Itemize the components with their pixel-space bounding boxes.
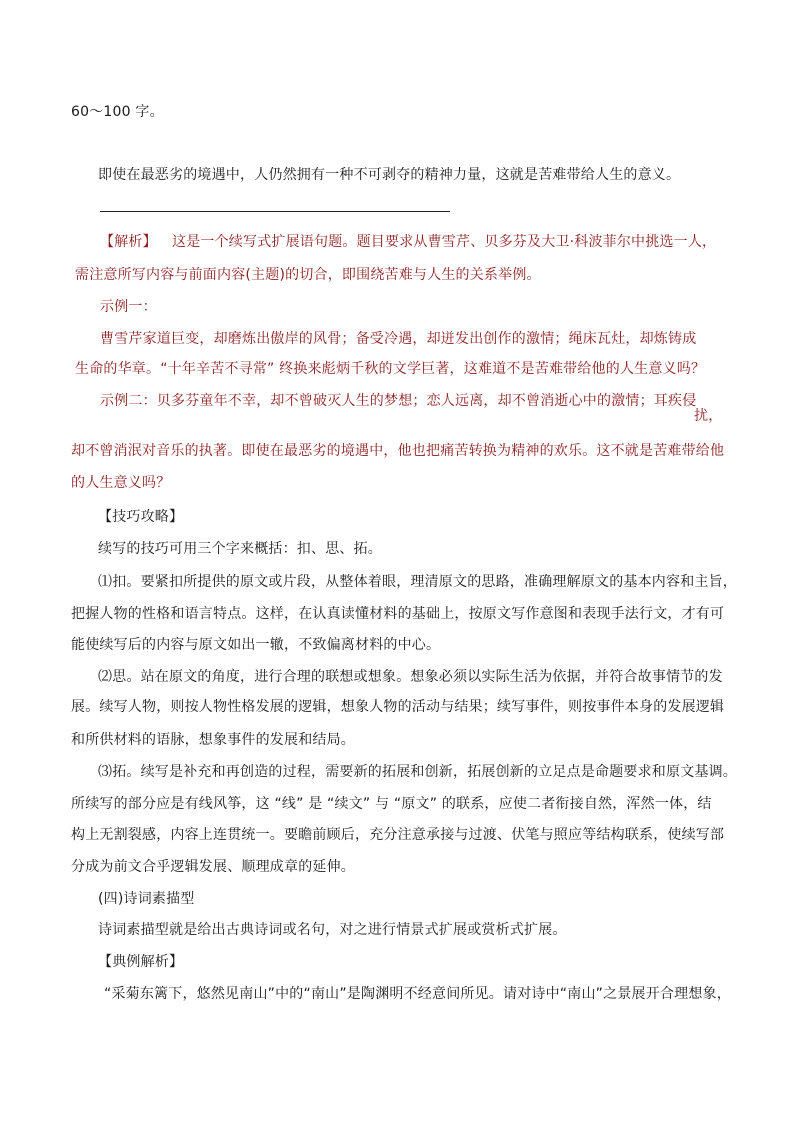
text-line: 即使在最恶劣的境遇中，人仍然拥有一种不可剥夺的精神力量，这就是苦难带给人生的意义。 bbox=[98, 167, 681, 183]
analysis-tag: 【解析】 bbox=[100, 234, 157, 250]
text-line: 展。续写人物，则按人物性格发展的逻辑，想象人物的活动与结果；续写事件，则按事件本身的发展逻辑 bbox=[71, 699, 725, 715]
text-line: 60～100 字。 bbox=[71, 104, 164, 120]
text-line: 示例二：贝多芬童年不幸，却不曾破灭人生的梦想；恋人远离，却不曾消逝心中的激情；耳疾侵 bbox=[100, 393, 697, 409]
text-line: 生命的华章。“十年辛苦不寻常” 终换来彪炳千秋的文学巨著，这难道不是苦难带给他的人生意义吗？ bbox=[75, 361, 706, 377]
text-line: 需注意所写内容与前面内容(主题)的切合，即围绕苦难与人生的关系举例。 bbox=[75, 267, 541, 283]
text-line: 的人生意义吗？ bbox=[71, 475, 171, 491]
text-line: 续写的技巧可用三个字来概括：扣、思、拓。 bbox=[98, 541, 382, 557]
section-heading: 【典例解析】 bbox=[98, 954, 184, 970]
text-line: 却不曾消泯对音乐的执著。即使在最恶劣的境遇中，他也把痛苦转换为精神的欢乐。这不就是苦难带给他 bbox=[71, 443, 725, 459]
text-line: 示例一： bbox=[100, 299, 157, 315]
section-heading: (四)诗词素描型 bbox=[98, 891, 195, 907]
text-line: 能使续写后的内容与原文如出一辙，不致偏离材料的中心。 bbox=[71, 637, 441, 653]
text-line: 扰， bbox=[694, 408, 723, 424]
answer-blank-line bbox=[100, 211, 450, 212]
text-line: 构上无割裂感，内容上连贯统一。要瞻前顾后，充分注意承接与过渡、伏笔与照应等结构联系，使续写部 bbox=[71, 827, 725, 843]
text-line: 所续写的部分应是有线风筝，这 “线” 是 “续文” 与 “原文” 的联系，应使二者衔接自然，浑然一体，结 bbox=[71, 796, 712, 812]
text-line: 把握人物的性格和语言特点。这样，在认真读懂材料的基础上，按原文写作意图和表现手法行文，才有可 bbox=[71, 606, 725, 622]
text-line: 曹雪芹家道巨变，却磨炼出傲岸的风骨；备受冷遇，却迸发出创作的激情；绳床瓦灶，却炼铸成 bbox=[100, 331, 697, 347]
text-line: 这是一个续写式扩展语句题。题目要求从曹雪芹、贝多芬及大卫·科波菲尔中挑选一人， bbox=[172, 234, 717, 250]
text-line: “采菊东篱下，悠然见南山”中的“南山”是陶渊明不经意间所见。请对诗中“南山”之景展开合理想象， bbox=[104, 986, 731, 1002]
text-line: 分成为前文合乎逻辑发展、顺理成章的延伸。 bbox=[71, 859, 355, 875]
section-heading: 【技巧攻略】 bbox=[98, 509, 184, 525]
text-line: ⑵思。站在原文的角度，进行合理的联想或想象。想象必须以实际生活为依据，并符合故事情节的发 bbox=[98, 669, 723, 685]
text-line: 和所供材料的语脉，想象事件的发展和结局。 bbox=[71, 732, 355, 748]
text-line: 诗词素描型就是给出古典诗词或名句，对之进行情景式扩展或赏析式扩展。 bbox=[98, 922, 567, 938]
text-line: ⑶拓。续写是补充和再创造的过程，需要新的拓展和创新，拓展创新的立足点是命题要求和原文基调。 bbox=[98, 764, 737, 780]
text-line: ⑴扣。要紧扣所提供的原文或片段，从整体着眼，理清原文的思路，准确理解原文的基本内容和主旨， bbox=[98, 574, 737, 590]
